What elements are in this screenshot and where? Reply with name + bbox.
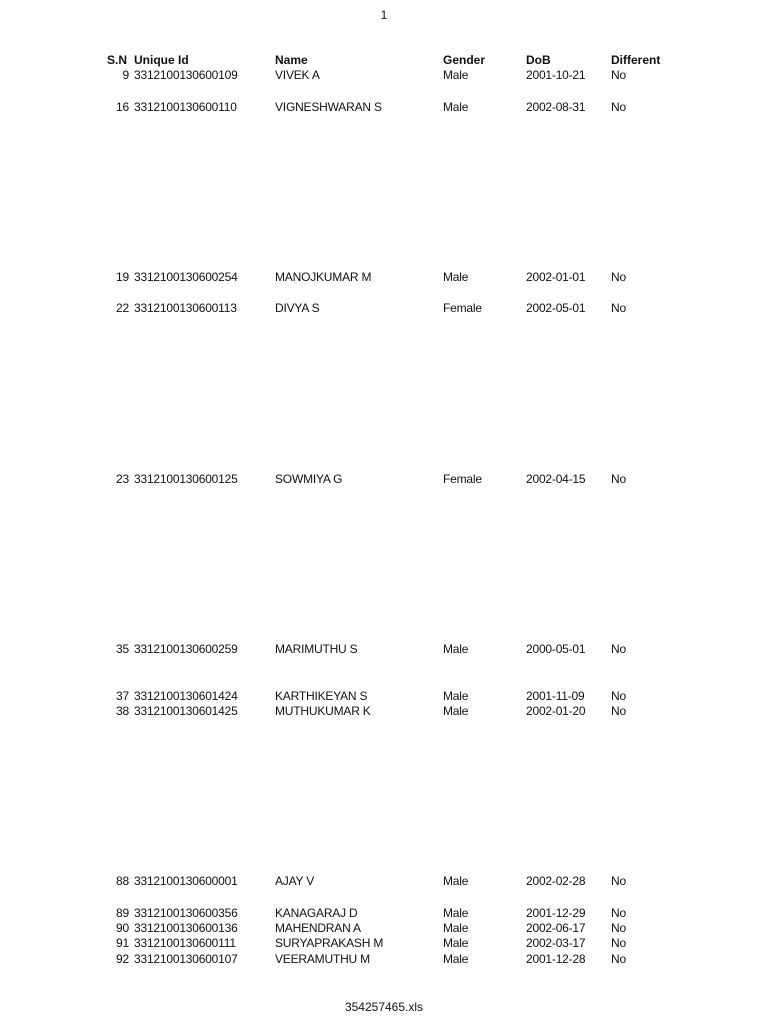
cell-sn: 22 bbox=[116, 301, 129, 315]
cell-different: No bbox=[611, 952, 626, 966]
cell-sn: 90 bbox=[116, 921, 129, 935]
cell-name: KARTHIKEYAN S bbox=[275, 689, 368, 703]
table-row bbox=[0, 100, 768, 114]
cell-sn: 89 bbox=[116, 906, 129, 920]
cell-gender: Male bbox=[443, 642, 469, 656]
cell-dob: 2001-10-21 bbox=[526, 68, 586, 82]
cell-name: SOWMIYA G bbox=[275, 472, 343, 486]
cell-unique-id: 3312100130600111 bbox=[134, 936, 236, 950]
cell-different: No bbox=[611, 874, 626, 888]
table-row bbox=[0, 921, 768, 935]
header-name: Name bbox=[275, 53, 308, 67]
cell-name: MUTHUKUMAR K bbox=[275, 704, 371, 718]
header-dob: DoB bbox=[526, 53, 551, 67]
table-row bbox=[0, 68, 768, 82]
cell-name: VEERAMUTHU M bbox=[275, 952, 370, 966]
cell-unique-id: 3312100130600125 bbox=[134, 472, 238, 486]
header-gender: Gender bbox=[443, 53, 486, 67]
cell-unique-id: 3312100130600107 bbox=[134, 952, 238, 966]
cell-name: SURYAPRAKASH M bbox=[275, 936, 384, 950]
cell-name: AJAY V bbox=[275, 874, 315, 888]
table-row bbox=[0, 874, 768, 888]
header-different: Different bbox=[611, 53, 661, 67]
table-row bbox=[0, 952, 768, 966]
cell-gender: Male bbox=[443, 952, 469, 966]
cell-unique-id: 3312100130600356 bbox=[134, 906, 238, 920]
cell-gender: Male bbox=[443, 68, 469, 82]
cell-different: No bbox=[611, 689, 626, 703]
cell-different: No bbox=[611, 472, 626, 486]
header-sn: S.N bbox=[107, 53, 128, 67]
table-row bbox=[0, 472, 768, 486]
table-row bbox=[0, 704, 768, 718]
table-row bbox=[0, 936, 768, 950]
table-row bbox=[0, 906, 768, 920]
cell-sn: 19 bbox=[116, 270, 129, 284]
cell-name: KANAGARAJ D bbox=[275, 906, 358, 920]
cell-name: MANOJKUMAR M bbox=[275, 270, 372, 284]
cell-dob: 2001-11-09 bbox=[526, 689, 585, 703]
cell-dob: 2002-05-01 bbox=[526, 301, 586, 315]
cell-unique-id: 3312100130600136 bbox=[134, 921, 238, 935]
cell-different: No bbox=[611, 704, 626, 718]
cell-gender: Male bbox=[443, 936, 469, 950]
cell-unique-id: 3312100130600113 bbox=[134, 301, 237, 315]
cell-sn: 88 bbox=[116, 874, 129, 888]
footer-filename: 354257465.xls bbox=[344, 1000, 424, 1014]
cell-different: No bbox=[611, 301, 626, 315]
cell-dob: 2002-01-01 bbox=[526, 270, 586, 284]
table-row bbox=[0, 270, 768, 284]
cell-dob: 2002-06-17 bbox=[526, 921, 586, 935]
cell-name: DIVYA S bbox=[275, 301, 320, 315]
cell-name: MARIMUTHU S bbox=[275, 642, 358, 656]
cell-gender: Female bbox=[443, 301, 482, 315]
page-number: 1 bbox=[380, 8, 388, 22]
cell-gender: Male bbox=[443, 270, 469, 284]
cell-different: No bbox=[611, 68, 626, 82]
cell-dob: 2002-03-17 bbox=[526, 936, 586, 950]
cell-different: No bbox=[611, 270, 626, 284]
cell-gender: Male bbox=[443, 689, 469, 703]
cell-name: MAHENDRAN A bbox=[275, 921, 361, 935]
cell-unique-id: 3312100130600110 bbox=[134, 100, 237, 114]
cell-gender: Female bbox=[443, 472, 482, 486]
cell-dob: 2002-01-20 bbox=[526, 704, 586, 718]
cell-name: VIVEK A bbox=[275, 68, 320, 82]
cell-gender: Male bbox=[443, 921, 469, 935]
table-row bbox=[0, 301, 768, 315]
cell-unique-id: 3312100130601424 bbox=[134, 689, 238, 703]
cell-sn: 9 bbox=[122, 68, 129, 82]
cell-sn: 23 bbox=[116, 472, 129, 486]
cell-different: No bbox=[611, 100, 626, 114]
cell-unique-id: 3312100130600254 bbox=[134, 270, 238, 284]
cell-sn: 91 bbox=[116, 936, 129, 950]
cell-dob: 2001-12-29 bbox=[526, 906, 586, 920]
cell-sn: 37 bbox=[116, 689, 129, 703]
cell-sn: 35 bbox=[116, 642, 129, 656]
cell-unique-id: 3312100130601425 bbox=[134, 704, 238, 718]
cell-gender: Male bbox=[443, 906, 469, 920]
cell-dob: 2002-08-31 bbox=[526, 100, 586, 114]
cell-gender: Male bbox=[443, 874, 469, 888]
cell-gender: Male bbox=[443, 100, 469, 114]
cell-unique-id: 3312100130600001 bbox=[134, 874, 238, 888]
cell-unique-id: 3312100130600259 bbox=[134, 642, 238, 656]
table-row bbox=[0, 689, 768, 703]
cell-sn: 92 bbox=[116, 952, 129, 966]
cell-dob: 2000-05-01 bbox=[526, 642, 586, 656]
cell-gender: Male bbox=[443, 704, 469, 718]
table-row bbox=[0, 642, 768, 656]
header-unique-id: Unique Id bbox=[134, 53, 189, 67]
cell-name: VIGNESHWARAN S bbox=[275, 100, 382, 114]
cell-different: No bbox=[611, 642, 626, 656]
cell-dob: 2002-02-28 bbox=[526, 874, 586, 888]
cell-different: No bbox=[611, 936, 626, 950]
cell-sn: 38 bbox=[116, 704, 129, 718]
cell-different: No bbox=[611, 906, 626, 920]
cell-dob: 2002-04-15 bbox=[526, 472, 586, 486]
cell-unique-id: 3312100130600109 bbox=[134, 68, 238, 82]
cell-sn: 16 bbox=[116, 100, 129, 114]
cell-dob: 2001-12-28 bbox=[526, 952, 586, 966]
cell-different: No bbox=[611, 921, 626, 935]
